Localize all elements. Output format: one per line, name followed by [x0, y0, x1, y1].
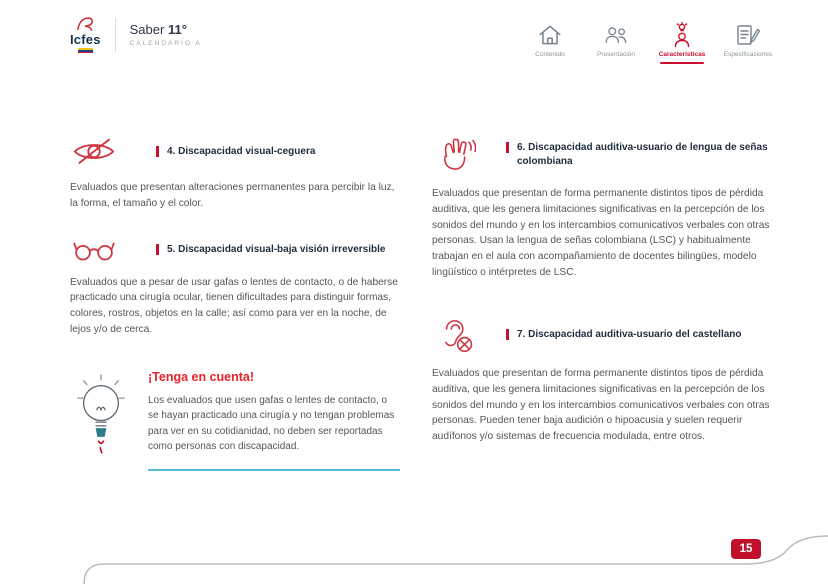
person-idea-icon [669, 22, 695, 48]
eye-slash-icon [70, 136, 118, 167]
document-subtitle: CALENDARIO A [129, 40, 202, 47]
right-column [432, 136, 772, 445]
header-brand [70, 16, 202, 53]
heading-accent-bar [156, 146, 159, 157]
tip-callout [70, 370, 400, 471]
section-heading [506, 141, 772, 168]
tip-content [148, 370, 400, 471]
people-icon [603, 22, 629, 48]
colombia-flag [78, 48, 93, 53]
tip-body: Los evaluados que usen gafas o lentes de contacto, o se hayan practicado una cirugía y no tengan problemas para ver en su cotidianidad, no deben ser reportadas como personas con discapacidad. [148, 394, 395, 453]
nav-label-presentacion: Presentación [597, 51, 635, 58]
document-title [130, 22, 202, 37]
section-heading-text: 6. Discapacidad auditiva-usuario de lengua de señas colombiana [517, 142, 768, 167]
document-title-block [130, 22, 202, 47]
nav-label-especificaciones: Especificaciones [723, 51, 773, 58]
heading-accent-bar [506, 329, 509, 340]
title-bold: 11° [167, 22, 187, 37]
nav-label-caracteristicas: Características [658, 51, 706, 58]
section-heading [156, 243, 385, 257]
heading-accent-bar [506, 142, 509, 153]
section-header [432, 136, 772, 173]
logo-text: Icfes [70, 32, 101, 47]
section-discapacidad-visual-baja-vision [70, 239, 400, 338]
ear-deaf-icon [432, 317, 480, 353]
section-header [70, 239, 400, 262]
nav-item-presentacion[interactable] [590, 22, 642, 58]
header-divider [115, 18, 116, 52]
sign-language-icon [432, 136, 480, 173]
left-column [70, 136, 400, 471]
section-heading [156, 145, 315, 159]
section-discapacidad-auditiva-lsc [432, 136, 772, 281]
section-header [432, 317, 772, 353]
lightbulb-icon [70, 370, 132, 471]
section-body: Evaluados que presentan de forma permanente distintos tipos de pérdida auditiva, que les genera limitaciones significativas en la percepción de los sonidos del mundo y en los intercambios comunicativos verbales con otras personas. Pueden tener baja audición o hipoacusia y suelen requerir audífonos y/o sistemas de frecuencia modulada, entre otros. [432, 367, 770, 443]
section-heading-text: 5. Discapacidad visual-baja visión irreversible [167, 244, 386, 256]
nav-label-contenido: Contenido [535, 51, 565, 58]
section-body: Evaluados que a pesar de usar gafas o lentes de contacto, o de haberse practicado una cirugía ocular, tienen dificultades para distinguir formas, colores, rostros, objetos en la calle; así como para ver en la noche, de lejos y/o de cerca. [70, 276, 398, 336]
glasses-icon [70, 239, 118, 262]
heading-accent-bar [156, 244, 159, 255]
page-number-badge: 15 [731, 539, 761, 559]
top-navigation [524, 22, 774, 64]
icfes-bird-icon [74, 16, 96, 32]
section-header [70, 136, 400, 167]
section-body: Evaluados que presentan de forma permanente distintos tipos de pérdida auditiva, que les genera limitaciones significativas en la percepción de los sonidos del mundo y en los intercambios comunicativos verbales con otras personas. Usan la lengua de señas colombiana (LSC) y habitualmente trabajan en el aula con acompañamiento de docentes bilingües, modelo lingüístico o intérpretes de LSC. [432, 188, 770, 279]
nav-item-caracteristicas[interactable] [656, 22, 708, 64]
title-regular: Saber [129, 22, 165, 37]
tip-heading: ¡Tenga en cuenta! [148, 369, 255, 384]
nav-item-especificaciones[interactable] [722, 22, 774, 58]
section-heading-text: 7. Discapacidad auditiva-usuario del castellano [517, 329, 742, 341]
home-icon [537, 22, 563, 48]
nav-active-indicator [660, 62, 704, 64]
icfes-logo [70, 16, 101, 53]
section-discapacidad-auditiva-castellano [432, 317, 772, 445]
document-pencil-icon [735, 22, 761, 48]
section-body: Evaluados que presentan alteraciones permanentes para percibir la luz, la forma, el tamaño y el color. [70, 182, 395, 209]
section-heading-text: 4. Discapacidad visual-ceguera [167, 145, 316, 157]
nav-item-contenido[interactable] [524, 22, 576, 58]
bottom-decorative-curve [0, 524, 828, 584]
section-discapacidad-visual-ceguera [70, 136, 400, 212]
section-heading [506, 328, 742, 342]
